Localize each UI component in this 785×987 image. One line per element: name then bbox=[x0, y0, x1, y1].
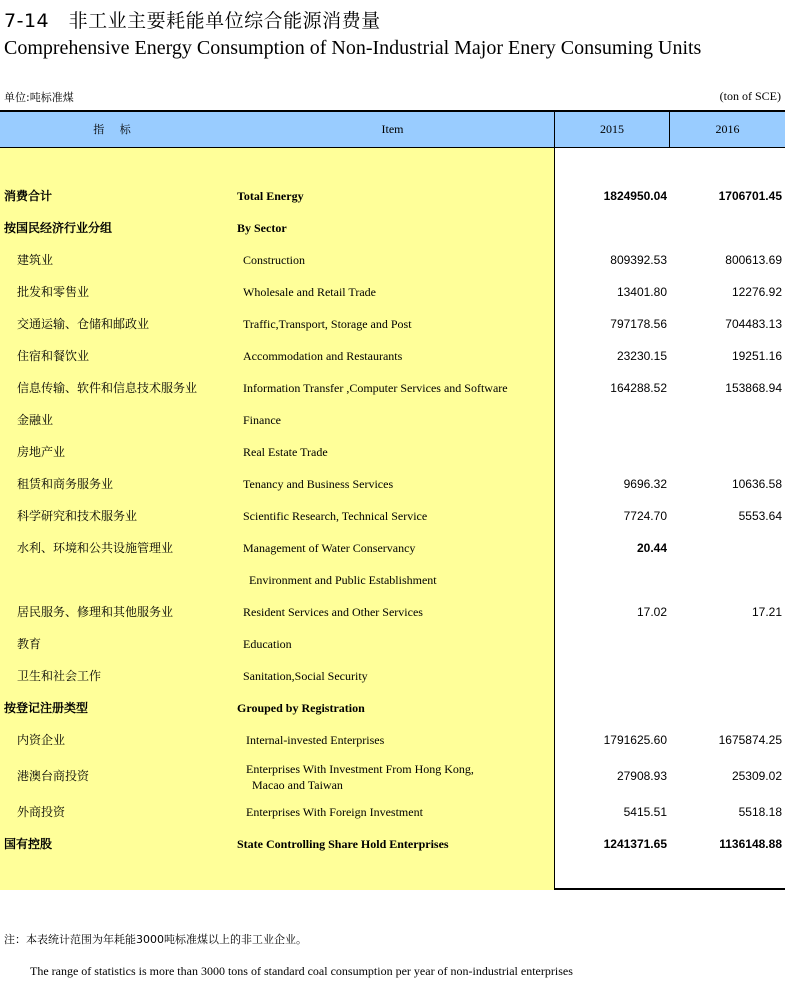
row-label-en: Grouped by Registration bbox=[237, 701, 365, 715]
row-label-cn: 租赁和商务服务业 bbox=[17, 477, 114, 491]
table-row bbox=[0, 436, 785, 468]
footnote-en: The range of statistics is more than 3000 tons of standard coal consumption per year of non-industrial enterprises bbox=[30, 964, 573, 978]
table-row bbox=[0, 596, 785, 628]
header-2016: 2016 bbox=[715, 122, 740, 136]
row-label-en: Wholesale and Retail Trade bbox=[243, 285, 376, 299]
value-2016: 1706701.45 bbox=[718, 189, 782, 203]
unit-label-en: (ton of SCE) bbox=[719, 89, 781, 103]
footnote-cn: 注：本表统计范围为年耗能3000吨标准煤以上的非工业企业。 bbox=[4, 933, 307, 946]
row-label-en: State Controlling Share Hold Enterprises bbox=[237, 837, 449, 851]
row-label-en: Real Estate Trade bbox=[243, 445, 328, 459]
table-row bbox=[0, 276, 785, 308]
value-2015: 27908.93 bbox=[616, 769, 667, 783]
row-label-cn: 水利、环境和公共设施管理业 bbox=[17, 541, 174, 555]
value-2015: 1824950.04 bbox=[603, 189, 667, 203]
row-label-cn: 交通运输、仓储和邮政业 bbox=[17, 317, 150, 331]
row-label-cn: 港澳台商投资 bbox=[17, 769, 90, 783]
table-header bbox=[0, 112, 785, 148]
table-row bbox=[0, 692, 785, 724]
row-label-en: Enterprises With Foreign Investment bbox=[246, 805, 423, 819]
row-label-cn: 内资企业 bbox=[17, 733, 66, 747]
row-label-en-line1: Enterprises With Investment From Hong Kong, bbox=[246, 762, 474, 776]
value-2016: 1675874.25 bbox=[718, 733, 782, 747]
row-label-cn: 按国民经济行业分组 bbox=[4, 221, 113, 235]
header-divider bbox=[669, 112, 670, 148]
row-label-cn: 信息传输、软件和信息技术服务业 bbox=[17, 381, 198, 395]
row-label-cn: 住宿和餐饮业 bbox=[17, 349, 90, 363]
table-row bbox=[0, 564, 785, 596]
row-label-cn: 外商投资 bbox=[17, 805, 66, 819]
table-row bbox=[0, 500, 785, 532]
table-row bbox=[0, 628, 785, 660]
table-row bbox=[0, 308, 785, 340]
row-label-en: By Sector bbox=[237, 221, 287, 235]
row-label-en: Traffic,Transport, Storage and Post bbox=[243, 317, 412, 331]
value-2015: 20.44 bbox=[636, 541, 667, 555]
table-row bbox=[0, 724, 785, 756]
row-label-en: Information Transfer ,Computer Services and Software bbox=[243, 381, 508, 395]
value-2016: 1136148.88 bbox=[719, 837, 782, 851]
header-item: Item bbox=[381, 122, 404, 136]
page-title-en: Comprehensive Energy Consumption of Non-Industrial Major Enery Consuming Units bbox=[4, 37, 702, 59]
row-label-cn: 科学研究和技术服务业 bbox=[17, 509, 138, 523]
row-label-en: Finance bbox=[243, 413, 281, 427]
row-label-en: Total Energy bbox=[237, 189, 304, 203]
row-label-cn: 教育 bbox=[17, 637, 42, 651]
table-row bbox=[0, 404, 785, 436]
page-title-cn: 7-14 非工业主要耗能单位综合能源消费量 bbox=[4, 10, 381, 32]
header-indicator: 指 标 bbox=[93, 123, 137, 136]
value-2016: 153868.94 bbox=[725, 381, 782, 395]
value-2016: 5518.18 bbox=[738, 805, 782, 819]
value-2016: 12276.92 bbox=[731, 285, 782, 299]
table-row bbox=[0, 180, 785, 212]
row-label-cn: 按登记注册类型 bbox=[4, 701, 89, 715]
header-2015: 2015 bbox=[600, 122, 624, 136]
table-row bbox=[0, 244, 785, 276]
value-2016: 10636.58 bbox=[731, 477, 782, 491]
row-label-en: Tenancy and Business Services bbox=[243, 477, 394, 491]
row-label-en: Construction bbox=[243, 253, 305, 267]
value-2016: 17.21 bbox=[751, 605, 782, 619]
row-label-en: Sanitation,Social Security bbox=[243, 669, 368, 683]
value-2016: 25309.02 bbox=[731, 769, 782, 783]
row-label-cn: 卫生和社会工作 bbox=[17, 669, 102, 683]
row-label-en: Scientific Research, Technical Service bbox=[243, 509, 428, 523]
row-label-en: Education bbox=[243, 637, 292, 651]
table-row bbox=[0, 828, 785, 860]
row-label-cn: 金融业 bbox=[17, 413, 54, 427]
value-2015: 23230.15 bbox=[616, 349, 667, 363]
value-2016: 5553.64 bbox=[738, 509, 782, 523]
value-2015: 9696.32 bbox=[623, 477, 667, 491]
table-row bbox=[0, 660, 785, 692]
value-2015: 5415.51 bbox=[623, 805, 667, 819]
value-2016: 19251.16 bbox=[731, 349, 782, 363]
row-label-cn: 建筑业 bbox=[17, 253, 54, 267]
table-row bbox=[0, 212, 785, 244]
row-label-en: Internal-invested Enterprises bbox=[246, 733, 385, 747]
row-label-cn: 消费合计 bbox=[4, 189, 53, 203]
value-2015: 164288.52 bbox=[610, 381, 667, 395]
row-label-cn: 批发和零售业 bbox=[17, 285, 90, 299]
table-row bbox=[0, 756, 785, 796]
value-2015: 1241371.65 bbox=[603, 837, 667, 851]
table-row bbox=[0, 796, 785, 828]
table-row bbox=[0, 468, 785, 500]
row-label-en: Resident Services and Other Services bbox=[243, 605, 423, 619]
row-label-en-line2: Macao and Taiwan bbox=[252, 778, 343, 792]
value-2015: 809392.53 bbox=[610, 253, 667, 267]
table-row bbox=[0, 532, 785, 564]
value-2016: 704483.13 bbox=[725, 317, 782, 331]
unit-label-cn: 单位:吨标准煤 bbox=[4, 91, 74, 104]
table-row bbox=[0, 372, 785, 404]
value-2015: 797178.56 bbox=[610, 317, 667, 331]
value-2015: 17.02 bbox=[636, 605, 667, 619]
table-row bbox=[0, 340, 785, 372]
row-label-cn: 居民服务、修理和其他服务业 bbox=[17, 605, 174, 619]
row-label-cn: 房地产业 bbox=[17, 445, 66, 459]
value-2015: 1791625.60 bbox=[603, 733, 667, 747]
value-2016: 800613.69 bbox=[725, 253, 782, 267]
row-label-en: Environment and Public Establishment bbox=[249, 573, 437, 587]
row-label-cn: 国有控股 bbox=[4, 837, 53, 851]
data-table bbox=[0, 110, 785, 890]
row-label-en: Management of Water Conservancy bbox=[243, 541, 416, 555]
value-2015: 7724.70 bbox=[623, 509, 667, 523]
row-label-en: Accommodation and Restaurants bbox=[243, 349, 403, 363]
value-2015: 13401.80 bbox=[616, 285, 667, 299]
